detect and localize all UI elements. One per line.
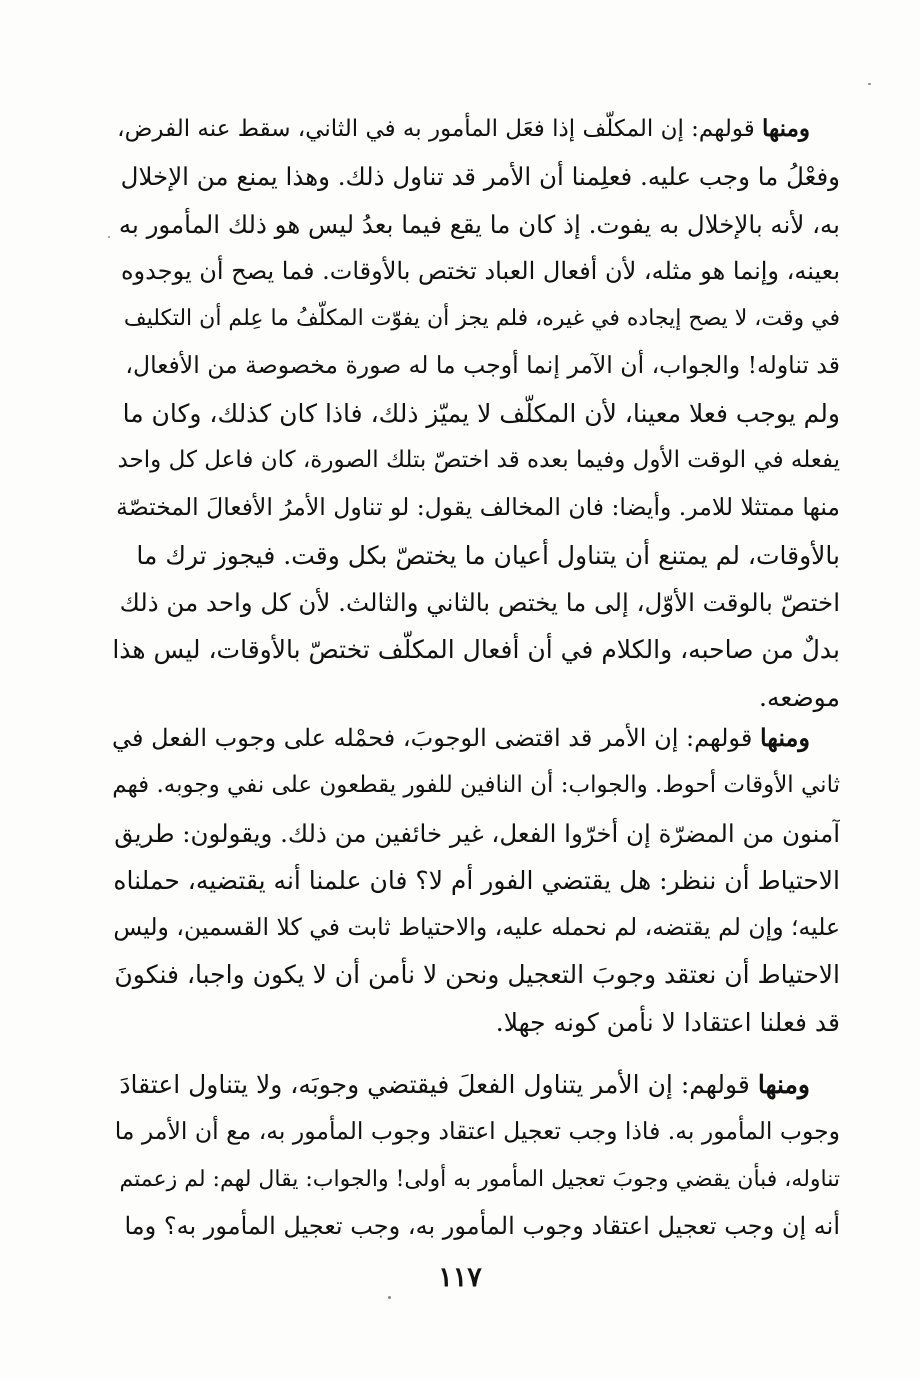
paragraph-lead-word: ومنها [757, 1070, 810, 1099]
paragraph-line: بعينه، وإنما هو مثله، لأن أفعال العباد تختص بالأوقات. فما يصح أن يوجدوه [120, 256, 840, 285]
paragraph-line: منها ممتثلا للامر. وأيضا: فان المخالف يقول: لو تناول الأمرُ الأفعالَ المختصّة [116, 493, 840, 522]
paragraph-line: ومنها قولهم: إن الأمر يتناول الفعلَ فيقتضي وجوبَه، ولا يتناول اعتقادَ [119, 1070, 810, 1099]
paragraph-line: ومنها قولهم: إن الأمر قد اقتضى الوجوبَ، فحمْله على وجوب الفعل في [112, 723, 810, 752]
scan-speck [108, 236, 110, 238]
paragraph-line: الاحتياط أن نعتقد وجوبَ التعجيل ونحن لا نأمن أن لا يكون واجبا، فنكونَ [114, 960, 840, 990]
paragraph-line: قد فعلنا اعتقادا لا نأمن كونه جهلا. [495, 1007, 840, 1037]
paragraph-line: ومنها قولهم: إن المكلّف إذا فعَل المأمور به في الثاني، سقط عنه الفرض، [117, 115, 810, 142]
paragraph-lead-word: ومنها [759, 723, 810, 752]
paragraph-line: أنه إن وجب تعجيل اعتقاد وجوب المأمور به، وجب تعجيل المأمور به؟ وما [124, 1211, 840, 1240]
paragraph-2 [112, 714, 840, 1046]
paragraph-line: اختصّ بالوقت الأوّل، إلى ما يختص بالثاني والثالث. لأن كل واحد من ذلك [119, 587, 840, 617]
paragraph-line: قد تناوله! والجواب، أن الآمر إنما أوجب ما له صورة مخصوصة من الأفعال، [125, 351, 840, 380]
paragraph-line: بدلٌ من صاحبه، والكلام في أن أفعال المكلّف تختصّ بالأوقات، ليس هذا [112, 635, 840, 665]
paragraph-line: في وقت، لا يصح إيجاده في غيره، فلم يجز أن يفوّت المكلّفُ ما عِلم أن التكليف [123, 306, 840, 332]
paragraph-line: تناوله، فبأن يقضي وجوبَ تعجيل المأمور به أولى! والجواب: يقال لهم: لم زعمتم [119, 1166, 840, 1192]
paragraph-line: بالأوقات، لم يمتنع أن يتناول أعيان ما يختصّ بكل وقت. فيجوز ترك ما [136, 540, 840, 570]
paragraph-1 [112, 105, 840, 721]
paragraph-line: يفعله في الوقت الأول وفيما بعده قد اختصّ بتلك الصورة، كان فاعل كل واحد [117, 447, 840, 474]
scan-speck [388, 1296, 391, 1299]
paragraph-lead-word: ومنها [762, 115, 810, 142]
paragraph-line: الاحتياط أن ننظر: هل يقتضي الفور أم لا؟ فان علمنا أنه يقتضيه، حملناه [113, 865, 840, 895]
paragraph-line: ولم يوجب فعلا معينا، لأن المكلّف لا يميّز ذلك، فاذا كان كذلك، وكان ما [122, 398, 840, 428]
paragraph-line: موضعه. [759, 682, 840, 712]
paragraph-line: وفعْلُ ما وجب عليه. فعلِمنا أن الأمر قد تناول ذلك. وهذا يمنع من الإخلال [120, 162, 840, 192]
paragraph-line: عليه؛ وإن لم يقتضه، لم نحمله عليه، والاحتياط ثابت في كلا القسمين، وليس [113, 913, 840, 942]
paragraph-line: آمنون من المضرّة إن أخرّوا الفعل، غير خائفين من ذلك. ويقولون: طريق [114, 818, 840, 848]
scan-speck [868, 83, 871, 85]
paragraph-line: ثاني الأوقات أحوط. والجواب: أن النافين للفور يقطعون على نفي وجوبه. فهم [112, 772, 840, 799]
paragraph-line: وجوب المأمور به. فاذا وجب تعجيل اعتقاد وجوب المأمور به، مع أن الأمر ما [114, 1117, 840, 1146]
page-number: ١١٧ [438, 1262, 482, 1293]
paragraph-line: به، لأنه بالإخلال به يفوت. إذ كان ما يقع فيما بعدُ ليس هو ذلك المأمور به [118, 209, 840, 239]
paragraph-3 [112, 1061, 840, 1250]
